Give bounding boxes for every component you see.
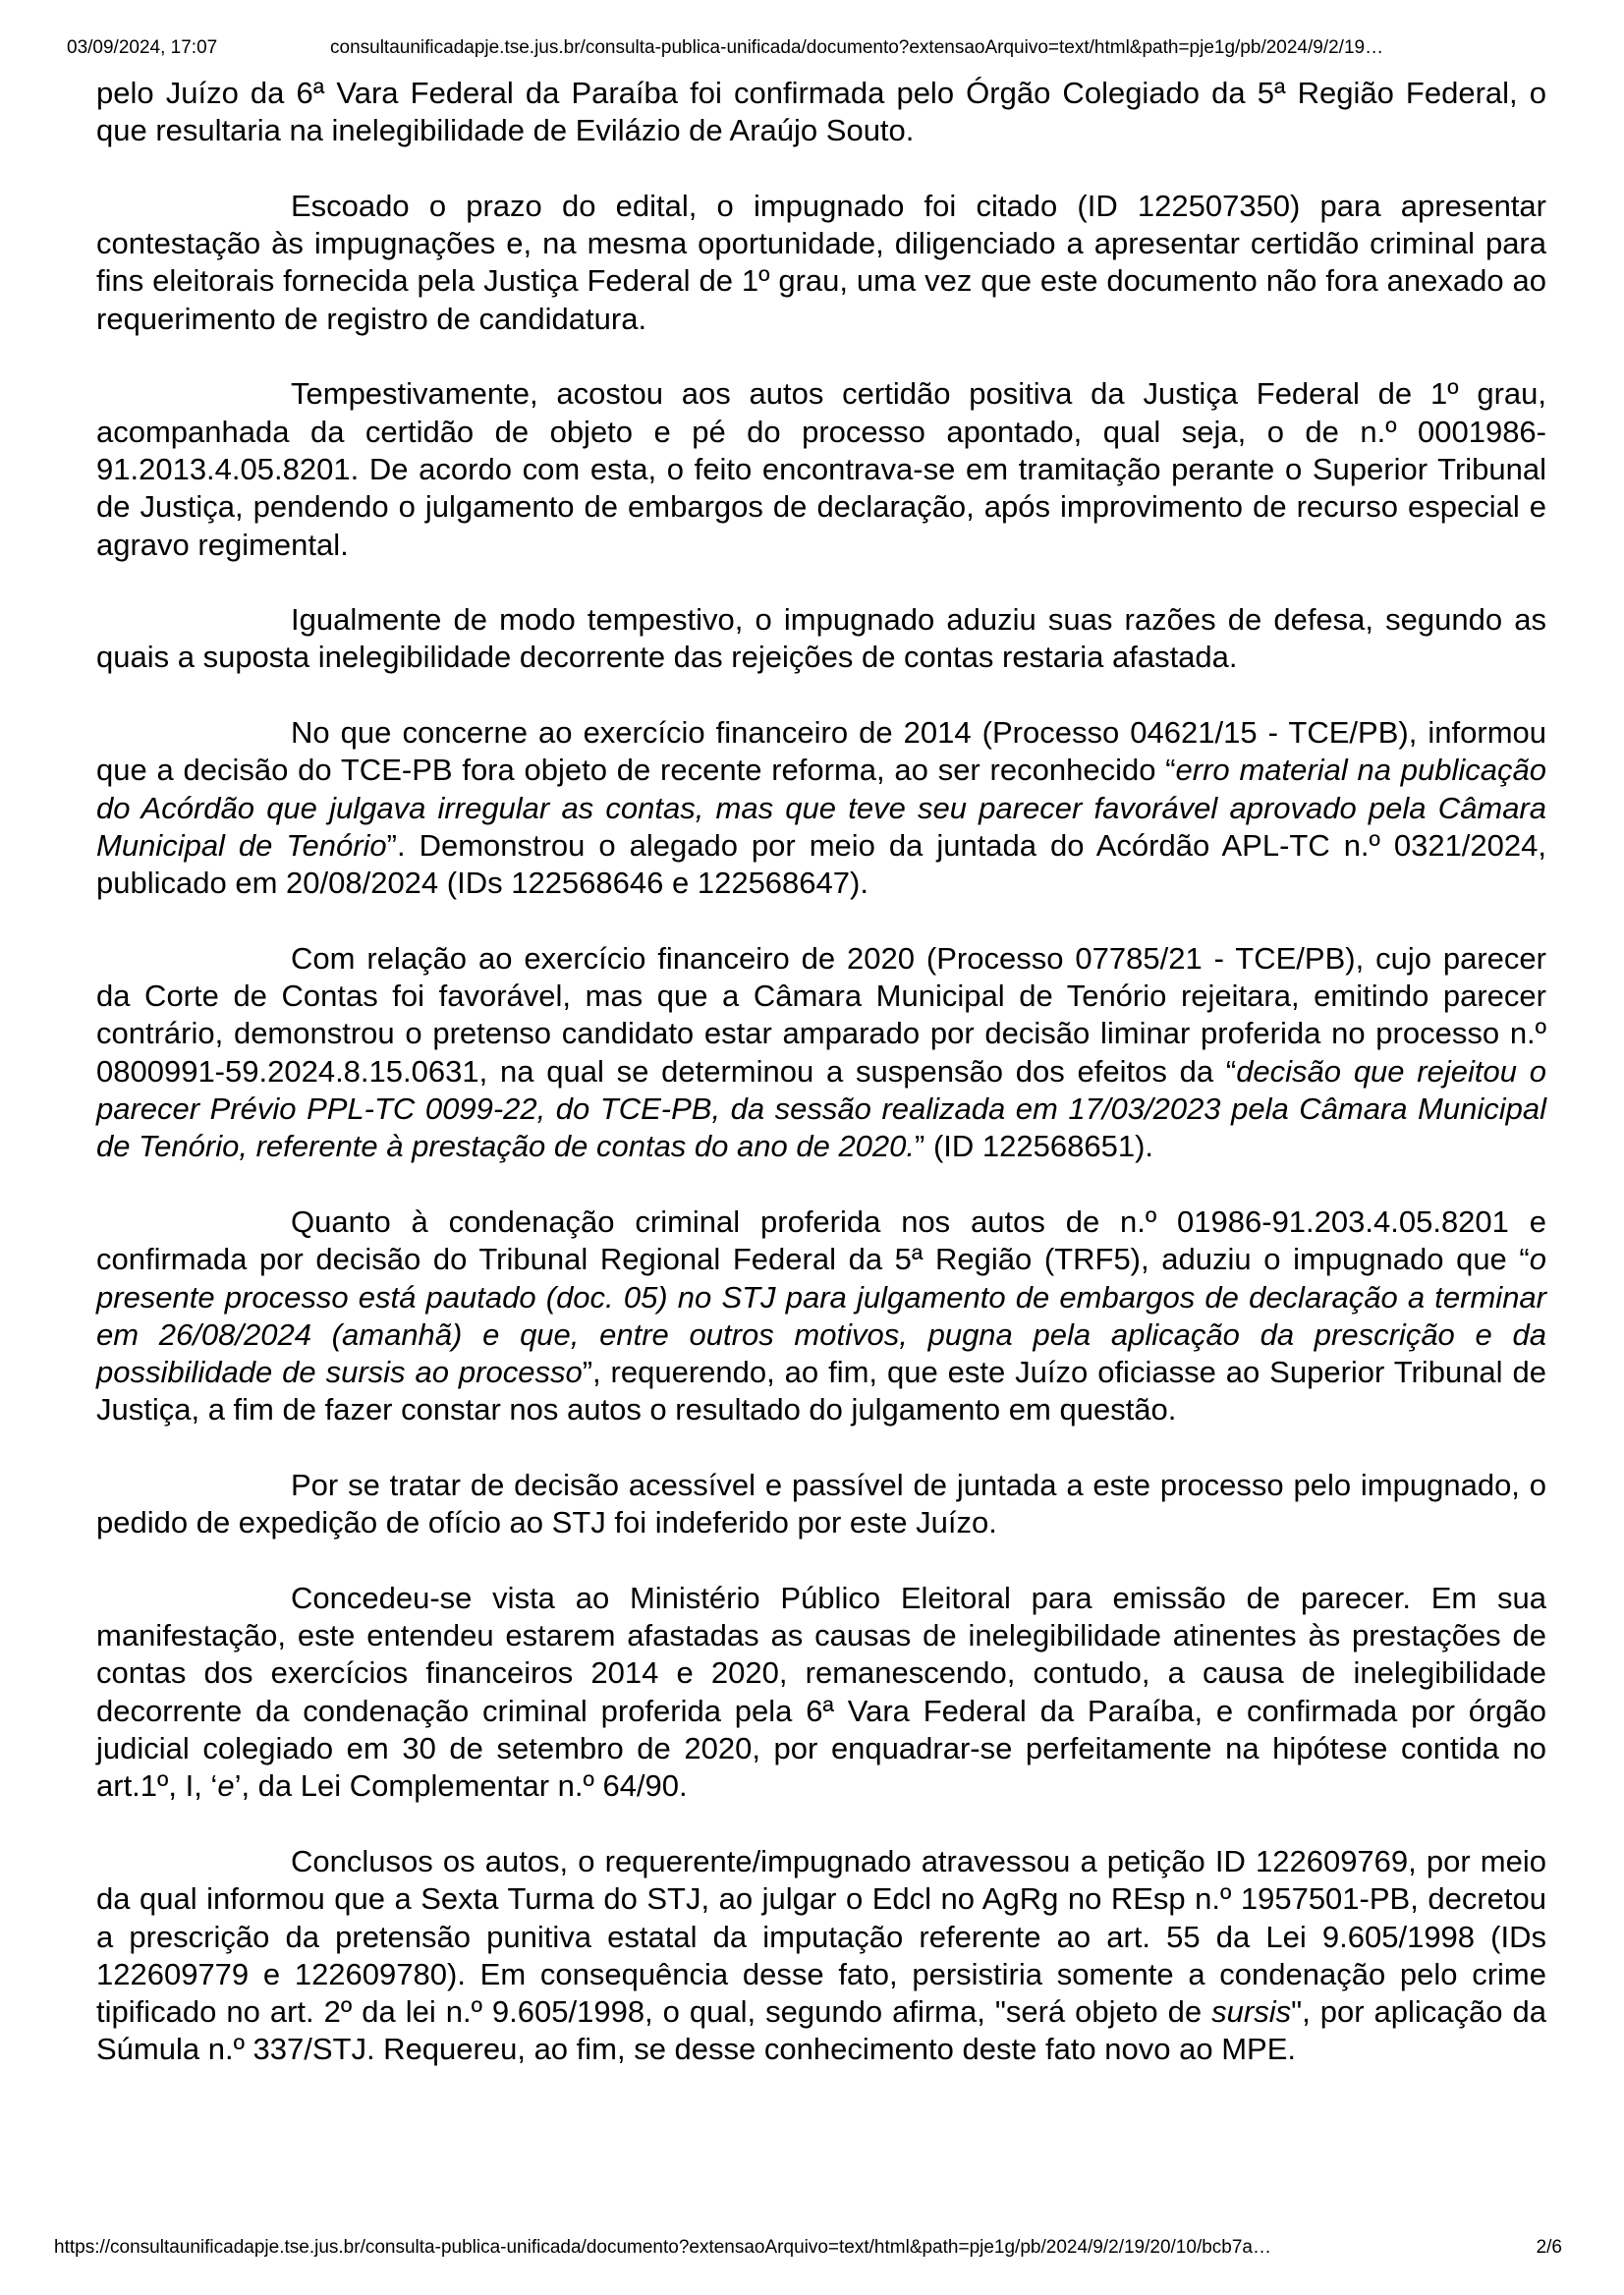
paragraph (96, 1843, 1546, 2069)
text-segment: Por se tratar de decisão acessível e passível de juntada a este processo pelo impugnado, o pedido de expedição de ofício ao STJ foi indeferido por este Juízo. (96, 1467, 1546, 1540)
text-segment: Escoado o prazo do edital, o impugnado foi citado (ID 122507350) para apresentar contestação às impugnações e, na mesma oportunidade, diligenciado a apresentar certidão criminal para fins eleitorais fornecida pela Justiça Federal de 1º grau, uma vez que este documento não fora anexado ao requerimento de registro de candidatura. (96, 188, 1546, 336)
paragraph (96, 714, 1546, 902)
print-footer-url: https://consultaunificadapje.tse.jus.br/consulta-publica-unificada/documento?extensaoArquivo=text/html&path=pje1g/pb/2024/9/2/19/20/10/bcb7a… (54, 2237, 1271, 2258)
text-segment: ” (ID 122568651). (915, 1129, 1154, 1164)
paragraph (96, 375, 1546, 563)
print-header (67, 35, 1557, 61)
paragraph (96, 75, 1546, 150)
italic-quote: o presente processo está pautado (doc. 05) no STJ para julgamento de embargos de declaração a terminar em 26/08/2024 (amanhã) e que, entre outros motivos, pugna pela aplicação da prescrição e da possibilidade de sursis ao processo (96, 1242, 1546, 1390)
text-segment: ”, requerendo, ao fim, que este Juízo oficiasse ao Superior Tribunal de Justiça, a fim de fazer constar nos autos o resultado do julgamento em questão. (96, 1355, 1546, 1427)
italic-quote: e (217, 1768, 235, 1804)
text-segment: Igualmente de modo tempestivo, o impugnado aduziu suas razões de defesa, segundo as quais a suposta inelegibilidade decorrente das rejeições de contas restaria afastada. (96, 602, 1546, 675)
text-segment: Conclusos os autos, o requerente/impugnado atravessou a petição ID 122609769, por meio da qual informou que a Sexta Turma do STJ, ao julgar o Edcl no AgRg no REsp n.º 1957501-PB, decretou a prescrição da pretensão punitiva estatal da imputação referente ao art. 55 da Lei 9.605/1998 (IDs 122609779 e 122609780). Em consequência desse fato, persistiria somente a condenação pelo crime tipificado no art. 2º da lei n.º 9.605/1998, o qual, segundo afirma, "será objeto de (96, 1843, 1546, 2030)
paragraph (96, 1580, 1546, 1806)
print-datetime: 03/09/2024, 17:07 (67, 37, 218, 58)
text-segment: ", por aplicação da Súmula n.º 337/STJ. Requereu, ao fim, se desse conhecimento deste fato novo ao MPE. (96, 1994, 1546, 2067)
italic-quote: decisão que rejeitou o parecer Prévio PPL-TC 0099-22, do TCE-PB, da sessão realizada em 17/03/2023 pela Câmara Municipal de Tenório, referente à prestação de contas do ano de 2020. (96, 1053, 1546, 1164)
print-header-url: consultaunificadapje.tse.jus.br/consulta-publica-unificada/documento?extensaoArquivo=text/html&path=pje1g/pb/2024/9/2/19… (330, 37, 1384, 58)
text-segment: Com relação ao exercício financeiro de 2020 (Processo 07785/21 - TCE/PB), cujo parecer da Corte de Contas foi favorável, mas que a Câmara Municipal de Tenório rejeitara, emitindo parecer contrário, demonstrou o pretenso candidato estar amparado por decisão liminar proferida no processo n.º 0800991-59.2024.8.15.0631, na qual se determinou a suspensão dos efeitos da “ (96, 940, 1546, 1089)
document-body (96, 75, 1546, 2106)
paragraph (96, 601, 1546, 677)
italic-quote: sursis (1211, 1994, 1292, 2030)
text-segment: Concedeu-se vista ao Ministério Público Eleitoral para emissão de parecer. Em sua manifestação, este entendeu estarem afastadas as causas de inelegibilidade atinentes às prestações de contas dos exercícios financeiros 2014 e 2020, remanescendo, contudo, a causa de inelegibilidade decorrente da condenação criminal proferida pela 6ª Vara Federal da Paraíba, e confirmada por órgão judicial colegiado em 30 de setembro de 2020, por enquadrar-se perfeitamente na hipótese contida no art.1º, I, ‘ (96, 1580, 1546, 1804)
text-segment: No que concerne ao exercício financeiro de 2014 (Processo 04621/15 - TCE/PB), informou que a decisão do TCE-PB fora objeto de recente reforma, ao ser reconhecido “ (96, 715, 1546, 788)
text-segment: pelo Juízo da 6ª Vara Federal da Paraíba foi confirmada pelo Órgão Colegiado da 5ª Região Federal, o que resultaria na inelegibilidade de Evilázio de Araújo Souto. (96, 76, 1546, 148)
text-segment: ”. Demonstrou o alegado por meio da juntada do Acórdão APL-TC n.º 0321/2024, publicado em 20/08/2024 (IDs 122568646 e 122568647). (96, 827, 1546, 901)
paragraph (96, 1467, 1546, 1542)
paragraph (96, 940, 1546, 1166)
text-segment: Tempestivamente, acostou aos autos certidão positiva da Justiça Federal de 1º grau, acompanhada da certidão de objeto e pé do processo apontado, qual seja, o de n.º 0001986-91.2013.4.05.8201. De acordo com esta, o feito encontrava-se em tramitação perante o Superior Tribunal de Justiça, pendendo o julgamento de embargos de declaração, após improvimento de recurso especial e agravo regimental. (96, 376, 1546, 562)
paragraph (96, 1203, 1546, 1429)
paragraph (96, 188, 1546, 338)
text-segment: ’, da Lei Complementar n.º 64/90. (234, 1768, 688, 1804)
print-footer (54, 2235, 1562, 2261)
page-number: 2/6 (1536, 2237, 1562, 2258)
italic-quote: erro material na publicação do Acórdão que julgava irregular as contas, mas que teve seu parecer favorável aprovado pela Câmara Municipal de Tenório (96, 753, 1546, 863)
text-segment: Quanto à condenação criminal proferida nos autos de n.º 01986-91.203.4.05.8201 e confirmada por decisão do Tribunal Regional Federal da 5ª Região (TRF5), aduziu o impugnado que “ (96, 1203, 1546, 1277)
